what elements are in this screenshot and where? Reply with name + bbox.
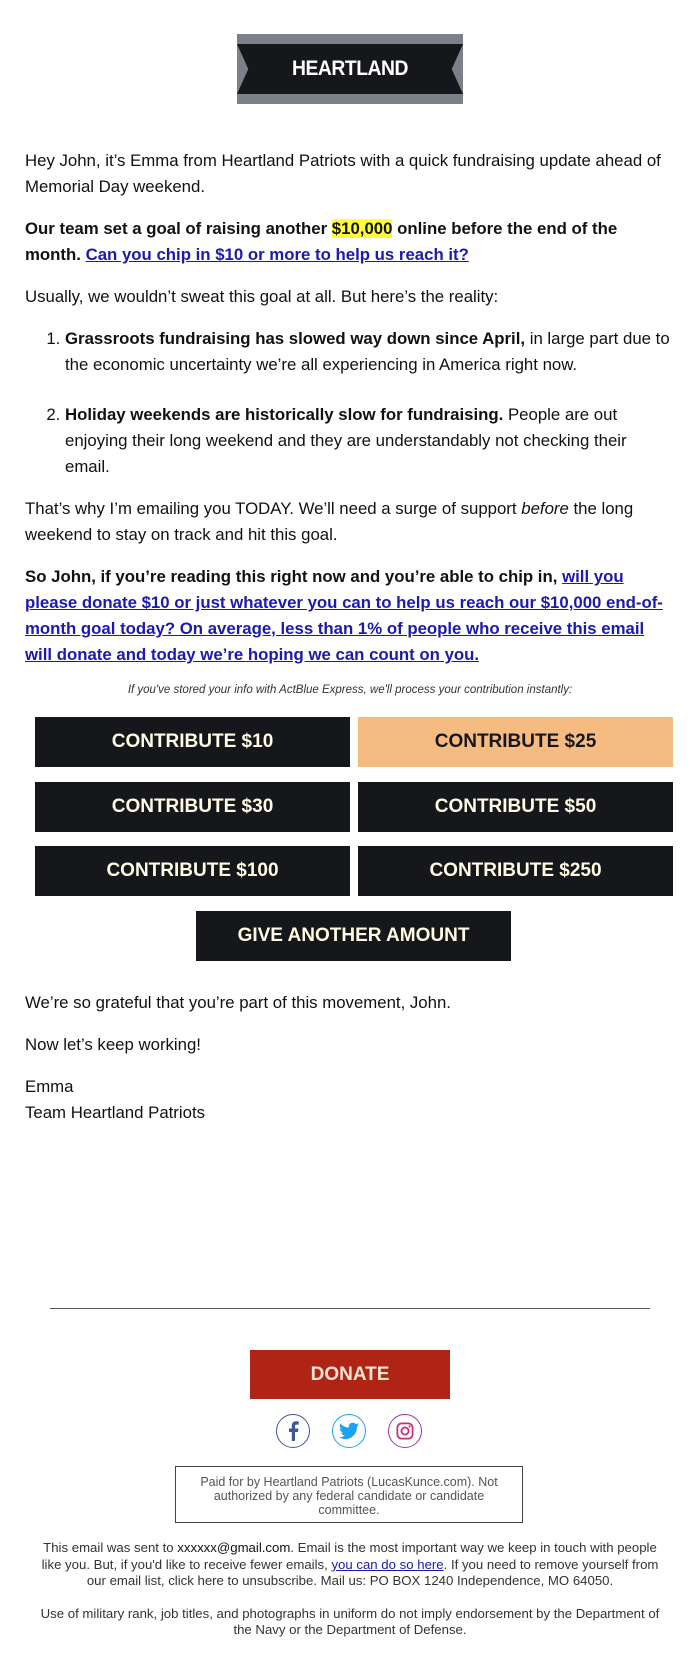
list-item-bold: Holiday weekends are historically slow for fundraising. xyxy=(65,405,504,424)
goal-paragraph xyxy=(25,216,675,268)
keep-working-line: Now let’s keep working! xyxy=(25,1035,201,1054)
list-item-bold: Grassroots fundraising has slowed way down since April, xyxy=(65,329,526,348)
footer-sent-paragraph xyxy=(40,1540,660,1590)
donate-button[interactable]: DONATE xyxy=(250,1350,450,1399)
closing xyxy=(25,990,675,1126)
footer-sent-c: . If you need to remove yourself from our email list, click here to unsubscribe. Mail us: PO BOX 1240 Independence, MO 64050. xyxy=(86,1556,659,1588)
contribute-30-button[interactable]: CONTRIBUTE $30 xyxy=(35,782,350,832)
contribute-25-button[interactable]: CONTRIBUTE $25 xyxy=(358,717,673,767)
list-item-text: in large part due to the economic uncertainty we’re all experiencing in America right now. xyxy=(65,329,670,374)
list-item xyxy=(65,402,675,480)
intro-paragraph: Hey John, it’s Emma from Heartland Patriots with a quick fundraising update ahead of Memorial Day weekend. xyxy=(25,151,661,196)
fewer-emails-link[interactable]: you can do so here xyxy=(331,1556,444,1572)
footer-divider xyxy=(50,1308,650,1309)
chip-in-link[interactable]: Can you chip in $10 or more to help us reach it? xyxy=(85,245,469,264)
recipient-email: xxxxxx@gmail.com xyxy=(177,1540,291,1555)
paid-for-disclaimer: Paid for by Heartland Patriots (LucasKunce.com). Not authorized by any federal candidate or candidate committee. xyxy=(175,1466,523,1523)
list-item xyxy=(65,326,675,378)
today-text-a: That’s why I’m emailing you TODAY. We’ll need a surge of support xyxy=(25,499,522,518)
signature-name: Emma xyxy=(25,1077,74,1096)
list-item-text: People are out enjoying their long weekend and they are understandably not checking their email. xyxy=(65,405,627,476)
email-body xyxy=(25,148,675,684)
donate-ask-link[interactable]: will you please donate $10 or just whatever you can to help us reach our $10,000 end-of-month goal today? On average, less than 1% of people who receive this email will donate and today we’re hoping we can count on you. xyxy=(25,567,663,664)
contribute-250-button[interactable]: CONTRIBUTE $250 xyxy=(358,846,673,896)
today-emphasis: before xyxy=(521,499,569,518)
footer-text xyxy=(40,1540,660,1655)
signature-team: Team Heartland Patriots xyxy=(25,1103,206,1122)
footer-sent-a: This email was sent to xyxy=(43,1540,178,1555)
today-paragraph xyxy=(25,496,675,548)
instagram-icon[interactable] xyxy=(388,1414,422,1448)
give-another-amount-button[interactable]: GIVE ANOTHER AMOUNT xyxy=(196,911,511,961)
reasons-list xyxy=(25,326,675,480)
contribute-50-button[interactable]: CONTRIBUTE $50 xyxy=(358,782,673,832)
grateful-line: We’re so grateful that you’re part of this movement, John. xyxy=(25,993,451,1012)
actblue-express-note: If you've stored your info with ActBlue Express, we'll process your contribution instantly: xyxy=(127,684,573,696)
ask-text: So John, if you’re reading this right now and you’re able to chip in, xyxy=(25,567,558,586)
contribute-100-button[interactable]: CONTRIBUTE $100 xyxy=(35,846,350,896)
reality-paragraph: Usually, we wouldn’t sweat this goal at all. But here’s the reality: xyxy=(25,287,499,306)
contribute-10-button[interactable]: CONTRIBUTE $10 xyxy=(35,717,350,767)
facebook-icon[interactable] xyxy=(276,1414,310,1448)
footer-sent-b: . Email is the most important way we keep in touch with people like you. But, if you'd like to receive fewer emails, xyxy=(41,1540,657,1572)
ask-paragraph xyxy=(25,564,675,668)
goal-text-b: online before the end of the month. xyxy=(25,219,618,264)
logo-text: HEARTLAND PATRIOTS xyxy=(291,57,409,130)
military-disclaimer: Use of military rank, job titles, and photographs in uniform do not imply endorsement by the Department of the Navy or the Department of Defense. xyxy=(40,1605,660,1637)
twitter-icon[interactable] xyxy=(332,1414,366,1448)
logo xyxy=(0,34,700,130)
goal-text-a: Our team set a goal of raising another xyxy=(25,219,332,238)
goal-amount-highlight: $10,000 xyxy=(331,219,393,238)
today-text-b: the long weekend to stay on track and hit this goal. xyxy=(25,499,634,544)
